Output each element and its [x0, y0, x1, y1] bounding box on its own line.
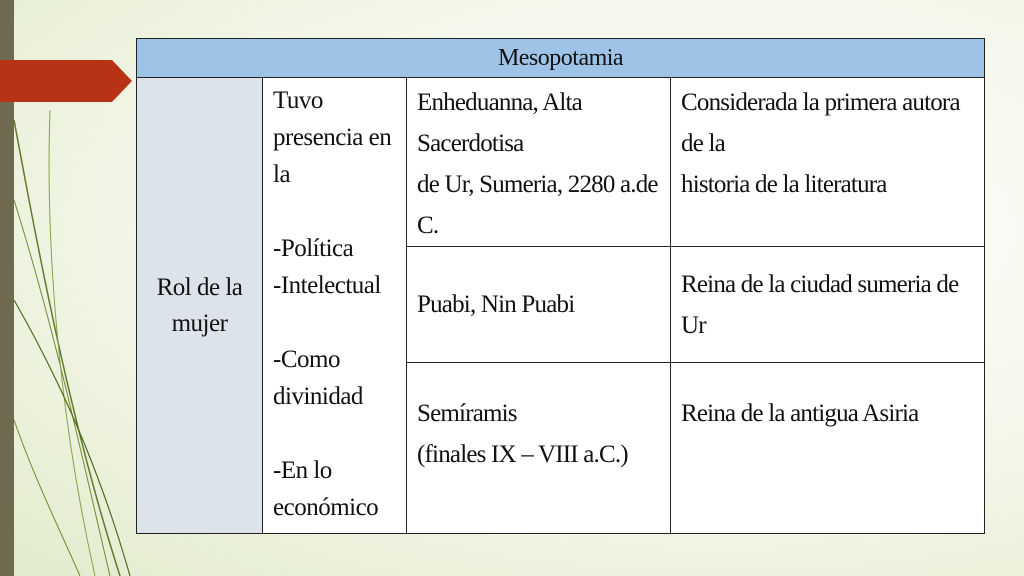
- desc-line: historia de la literatura: [681, 171, 887, 198]
- desc-line: Reina de la ciudad sumeria de Ur: [681, 270, 959, 339]
- desc-line: Reina de la antigua Asiria: [681, 400, 919, 427]
- table-cell-name: [407, 78, 671, 247]
- name-line: Puabi, Nin Puabi: [417, 291, 575, 318]
- row-label-line: mujer: [171, 309, 228, 337]
- row-label-cell: [137, 78, 263, 534]
- presence-item: -En lo: [273, 457, 332, 484]
- table-cell-desc: [671, 247, 985, 363]
- row-label-line: Rol de la: [156, 273, 243, 301]
- name-line: Semíramis: [417, 400, 517, 427]
- table-cell-desc: [671, 363, 985, 534]
- table-header: Mesopotamia: [137, 39, 985, 78]
- presence-item: divinidad: [273, 383, 363, 410]
- presence-item: -Como: [273, 346, 340, 373]
- presence-cell: [263, 78, 407, 534]
- table-cell-desc: [671, 78, 985, 247]
- desc-line: Considerada la primera autora de la: [681, 89, 960, 157]
- presence-item: -Política: [273, 235, 354, 262]
- presence-intro: presencia en la: [273, 124, 392, 188]
- name-line: de Ur, Sumeria, 2280 a.de C.: [417, 171, 658, 239]
- name-line: (finales IX – VIII a.C.): [417, 441, 628, 468]
- table-cell-name: [407, 247, 671, 363]
- presence-intro: Tuvo: [273, 87, 323, 114]
- presence-item: -Intelectual: [273, 272, 381, 299]
- table-cell-name: [407, 363, 671, 534]
- mesopotamia-table: [136, 38, 985, 534]
- name-line: Enheduanna, Alta Sacerdotisa: [417, 89, 582, 157]
- presence-item: económico: [273, 494, 379, 521]
